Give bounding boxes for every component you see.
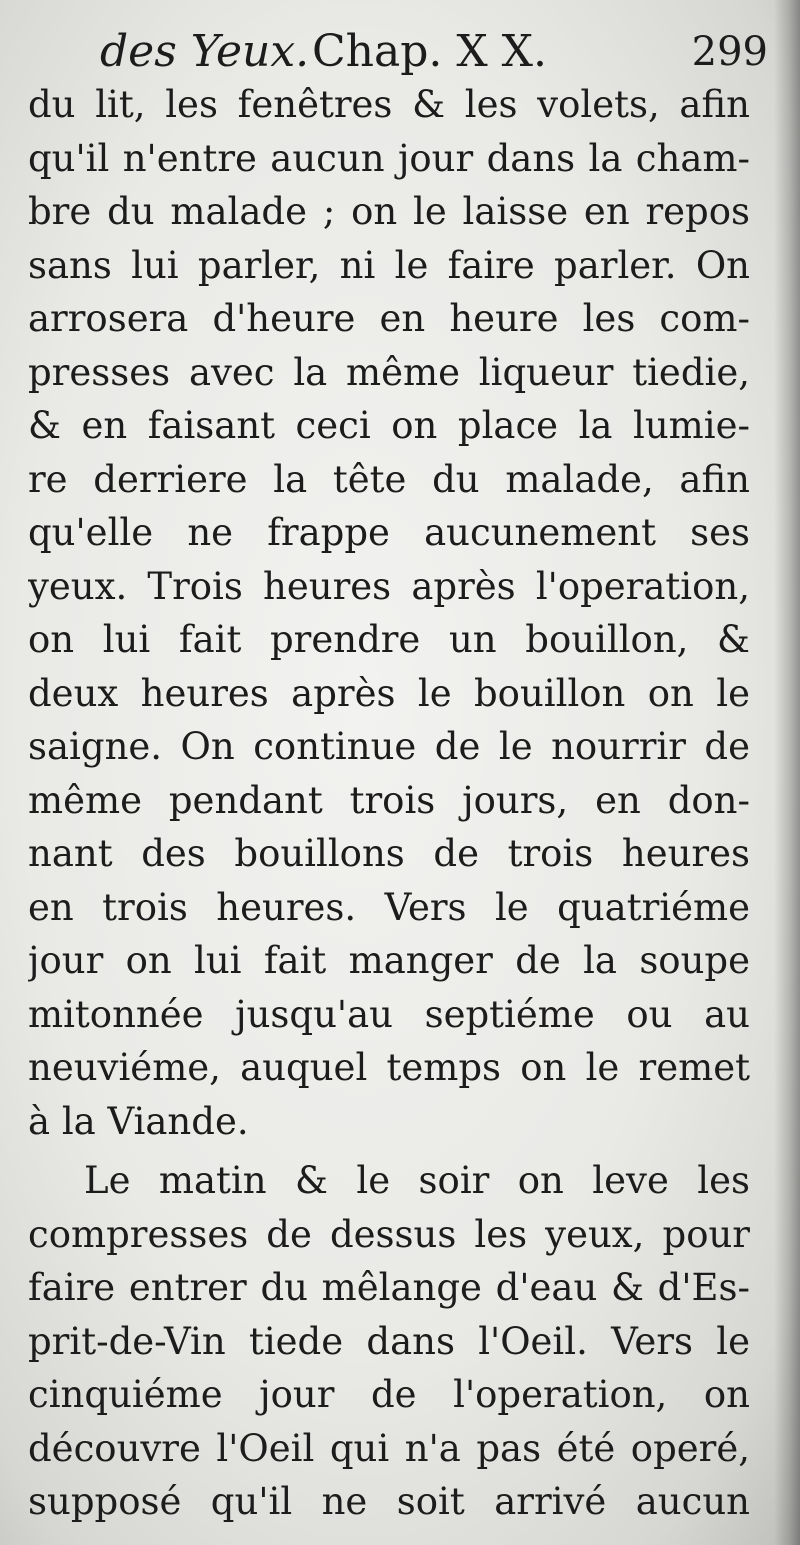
text-line: & en faisant ceci on place la lumie-	[28, 404, 750, 447]
text-line: presses avec la même liqueur tiedie,	[28, 350, 750, 394]
text-line: en trois heures. Vers le quatriéme	[28, 885, 750, 929]
text-line: sans lui parler, ni le faire parler. On	[28, 243, 750, 287]
text-line: du lit, les fenêtres & les volets, afin	[28, 83, 750, 126]
paragraph-2	[28, 1154, 750, 1529]
text-line: jour on lui fait manger de la soupe	[28, 939, 750, 982]
running-head	[100, 22, 768, 82]
chapter-heading: Chap. X X.	[312, 26, 547, 77]
text-line: yeux. Trois heures après l'operation,	[28, 564, 750, 608]
text-line: compresses de dessus les yeux, pour	[28, 1212, 750, 1256]
text-line: cinquiéme jour de l'operation, on	[28, 1373, 750, 1416]
paragraph-1	[28, 78, 750, 1148]
running-head-title: des Yeux.	[100, 26, 310, 77]
text-line: qu'il n'entre aucun jour dans la cham-	[28, 136, 750, 180]
text-line: à la Viande.	[28, 1099, 249, 1143]
text-line: Le matin & le soir on leve les	[84, 1159, 750, 1202]
text-line: bre du malade ; on le laisse en repos	[28, 190, 750, 233]
text-line: même pendant trois jours, en don-	[28, 778, 750, 822]
text-line: qu'elle ne frappe aucunement ses	[28, 511, 750, 554]
text-line: prit-de-Vin tiede dans l'Oeil. Vers le	[28, 1319, 750, 1363]
text-line: re derriere la tête du malade, afin	[28, 457, 750, 501]
text-line: saigne. On continue de le nourrir de	[28, 725, 750, 768]
text-line: mitonnée jusqu'au septiéme ou au	[28, 992, 750, 1036]
text-line: découvre l'Oeil qui n'a pas été operé,	[28, 1426, 750, 1470]
text-line: faire entrer du mêlange d'eau & d'Es-	[28, 1266, 750, 1309]
text-line: arrosera d'heure en heure les com-	[28, 297, 750, 340]
body-text	[28, 78, 750, 1529]
text-line: neuviéme, auquel temps on le remet	[28, 1046, 750, 1089]
text-line: on lui fait prendre un bouillon, &	[28, 618, 750, 661]
page-number: 299	[691, 29, 768, 75]
text-line: deux heures après le bouillon on le	[28, 671, 750, 715]
text-line: supposé qu'il ne soit arrivé aucun	[28, 1480, 750, 1523]
text-line: nant des bouillons de trois heures	[28, 832, 750, 875]
